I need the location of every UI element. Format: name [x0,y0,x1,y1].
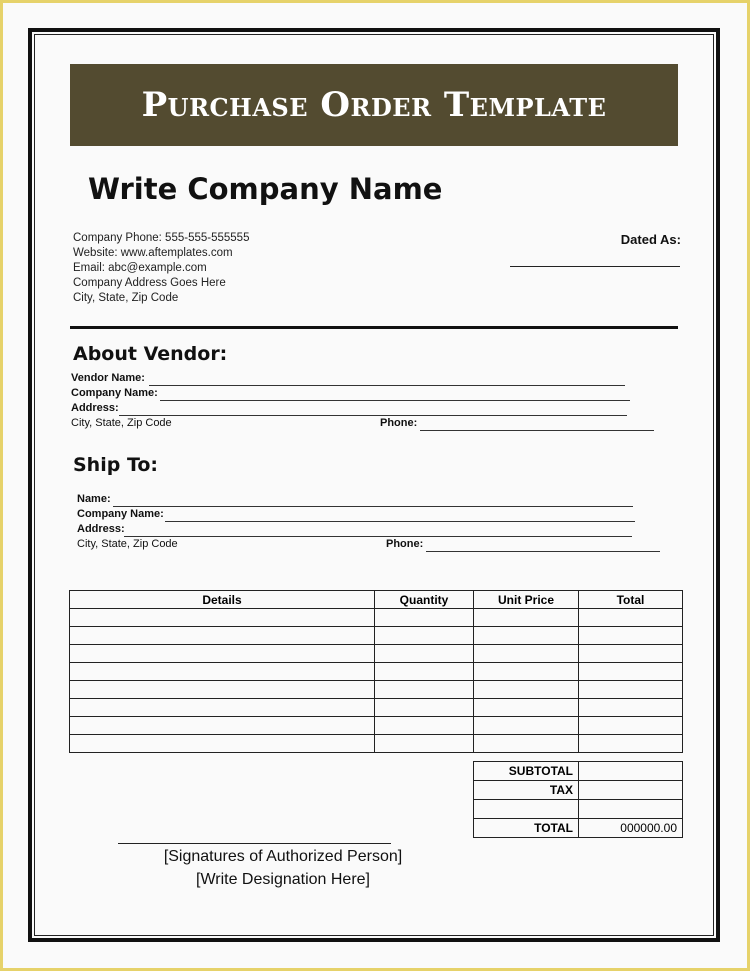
cell-details[interactable] [70,627,375,645]
ship-phone-line[interactable] [426,551,660,552]
vendor-name-label: Vendor Name: [71,372,145,384]
cell-details[interactable] [70,609,375,627]
page-title: Purchase Order Template [141,85,607,125]
cell-details[interactable] [70,735,375,753]
vendor-phone-line[interactable] [420,430,654,431]
table-row [70,663,683,681]
cell-quantity[interactable] [375,627,474,645]
vendor-phone-label: Phone: [380,417,418,429]
total-row [474,819,683,838]
ship-company-line[interactable] [165,521,635,522]
cell-unit-price[interactable] [474,609,579,627]
vendor-company-line[interactable] [160,400,630,401]
cell-quantity[interactable] [375,717,474,735]
cell-total[interactable] [579,735,683,753]
items-table [69,590,683,753]
signature-label: [Signatures of Authorized Person] [163,848,403,865]
subtotal-label: SUBTOTAL [474,762,579,781]
company-website: Website: www.aftemplates.com [73,247,233,259]
header-divider [70,326,678,329]
items-table-body [70,609,683,753]
tax-label: TAX [474,781,579,800]
table-row [70,645,683,663]
vendor-company-label: Company Name: [71,387,158,399]
company-address: Company Address Goes Here [73,277,226,289]
totals-table [473,761,683,838]
cell-unit-price[interactable] [474,663,579,681]
designation-label: [Write Designation Here] [196,871,370,888]
table-row [70,681,683,699]
cell-quantity[interactable] [375,681,474,699]
ship-company-label: Company Name: [77,508,164,520]
cell-details[interactable] [70,681,375,699]
table-row [70,717,683,735]
vendor-address-line[interactable] [119,415,627,416]
cell-unit-price[interactable] [474,717,579,735]
blank-row [474,800,683,819]
cell-quantity[interactable] [375,663,474,681]
ship-name-label: Name: [77,493,111,505]
cell-total[interactable] [579,717,683,735]
company-email: Email: abc@example.com [73,262,207,274]
dated-as-label: Dated As: [620,232,681,247]
table-row [70,699,683,717]
items-table-header [70,591,683,609]
total-value[interactable]: 000000.00 [579,819,683,838]
cell-quantity[interactable] [375,645,474,663]
cell-unit-price[interactable] [474,627,579,645]
company-contact-block [73,231,249,306]
cell-details[interactable] [70,663,375,681]
cell-total[interactable] [579,609,683,627]
ship-city-label: City, State, Zip Code [77,538,178,550]
ship-address-label: Address: [77,523,125,535]
cell-details[interactable] [70,645,375,663]
cell-total[interactable] [579,681,683,699]
cell-details[interactable] [70,717,375,735]
cell-total[interactable] [579,663,683,681]
table-row [70,609,683,627]
cell-details[interactable] [70,699,375,717]
vendor-address-label: Address: [71,402,119,414]
subtotal-value[interactable] [579,762,683,781]
col-details: Details [70,591,375,609]
cell-total[interactable] [579,627,683,645]
col-unit-price: Unit Price [474,591,579,609]
table-row [70,735,683,753]
cell-quantity[interactable] [375,699,474,717]
title-banner [70,64,678,146]
ship-phone-label: Phone: [386,538,424,550]
ship-name-line[interactable] [113,506,633,507]
ship-address-line[interactable] [124,536,632,537]
dated-as-line[interactable] [510,266,680,267]
company-name: Write Company Name [88,172,443,206]
cell-unit-price[interactable] [474,735,579,753]
tax-row [474,781,683,800]
cell-unit-price[interactable] [474,645,579,663]
cell-total[interactable] [579,645,683,663]
vendor-city-label: City, State, Zip Code [71,417,172,429]
total-label: TOTAL [474,819,579,838]
tax-value[interactable] [579,781,683,800]
blank-label [474,800,579,819]
col-quantity: Quantity [375,591,474,609]
col-total: Total [579,591,683,609]
signature-line[interactable] [118,843,391,844]
blank-value[interactable] [579,800,683,819]
cell-unit-price[interactable] [474,681,579,699]
company-phone: Company Phone: 555-555-555555 [73,232,250,244]
ship-to-heading: Ship To: [73,454,159,476]
cell-unit-price[interactable] [474,699,579,717]
cell-quantity[interactable] [375,735,474,753]
vendor-name-line[interactable] [149,385,625,386]
table-row [70,627,683,645]
cell-quantity[interactable] [375,609,474,627]
cell-total[interactable] [579,699,683,717]
subtotal-row [474,762,683,781]
vendor-heading: About Vendor: [73,343,228,365]
company-city: City, State, Zip Code [73,292,179,304]
